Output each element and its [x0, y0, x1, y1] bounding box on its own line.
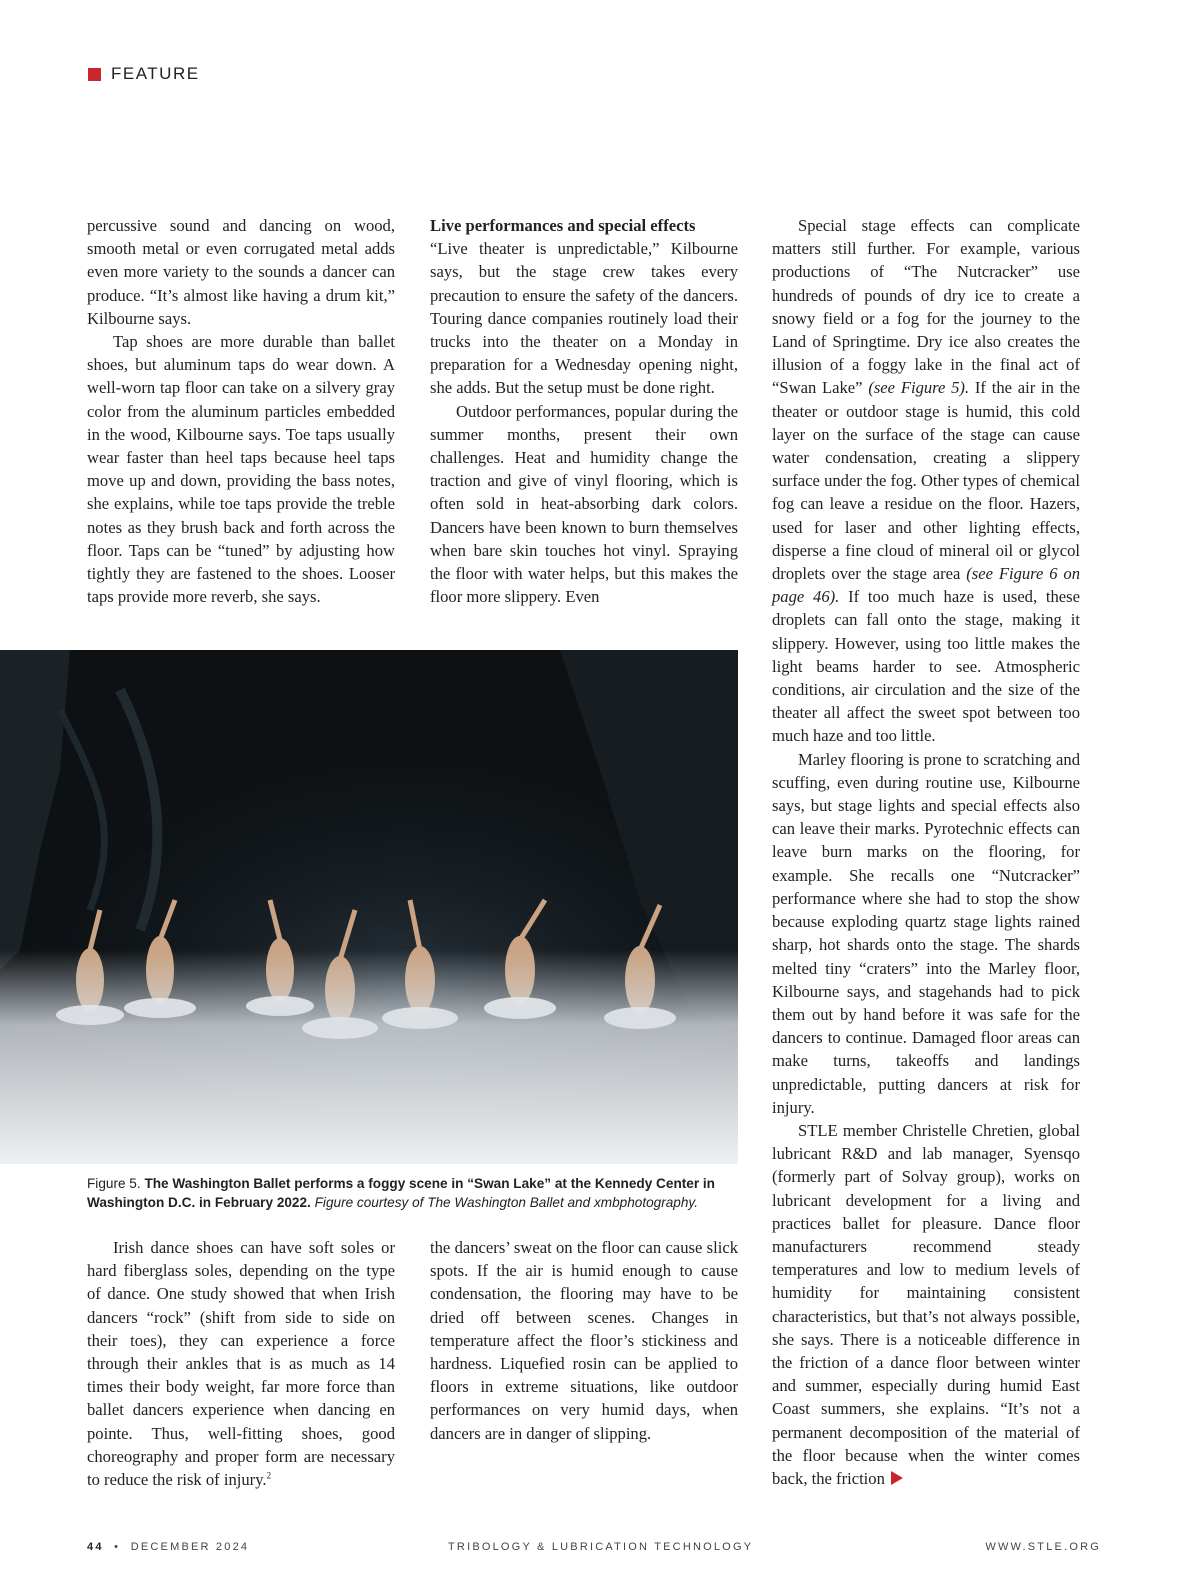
paragraph: Tap shoes are more durable than ballet shoes, but aluminum taps do wear down. A well-worn tap floor can take on a silvery gray color from the aluminum particles embedded in the wood, Kilbourne says. Toe taps usually wear faster than heel taps because heel taps move up and down, providing the bass notes, she explains, while toe taps provide the treble notes as they brush back and forth across the floor. Taps can be “tuned” by adjusting how tightly they are fastened to the shoes. Looser taps provide more reverb, she says. — [87, 332, 395, 607]
figure-caption-bold: The Washington Ballet performs a foggy scene in “Swan Lake” at the Kennedy Center in Washington D.C. in February 2022. — [87, 1176, 715, 1210]
continue-arrow-icon — [891, 1471, 903, 1485]
text-run: Irish dance shoes can have soft soles or hard fiberglass soles, depending on the type of dance. One study showed that when Irish dancers “rock” (shift from side to side on their toes), they can experience a force through their ankles that is as much as 14 times their body weight, far more force than ballet dancers experience when dancing en pointe. Thus, well-fitting shoes, good choreography and proper form are necessary to reduce the risk of injury. — [87, 1238, 395, 1490]
issue-date: DECEMBER 2024 — [130, 1541, 250, 1553]
text-run: If the air in the theater or outdoor stage is humid, this cold layer on the surface of the stage can cause water condensation, creating a slippery surface under the fog. Other types of chemical fog can leave a residue on the floor. Hazers, used for laser and other lighting effects, disperse a fine cloud of mineral oil or glycol droplets over the stage area — [772, 378, 1081, 584]
page-number: 44 — [87, 1541, 104, 1553]
figure-label: Figure 5. — [87, 1176, 141, 1191]
paragraph: percussive sound and dancing on wood, smooth metal or even corrugated metal adds even more variety to the sounds a dancer can produce. “It’s almost like having a drum kit,” Kilbourne says. — [87, 216, 395, 328]
text-run: Special stage effects can complicate matters still further. For example, various productions of “The Nutcracker” use hundreds of pounds of dry ice to create a snowy field or a fog for the journey to the Land of Springtime. Dry ice also creates the illusion of a foggy lake in the final act of “Swan Lake” — [772, 216, 1080, 398]
paragraph: Outdoor performances, popular during the summer months, present their own challenges. Heat and humidity change the traction and give of vinyl flooring, which is often sold in heat-absorbing dark colors. Dancers have been known to burn themselves when bare skin touches hot vinyl. Spraying the floor with water helps, but this makes the floor more slippery. Even — [430, 401, 738, 607]
section-tag — [88, 64, 200, 84]
footer-page-info — [87, 1541, 249, 1553]
website-link[interactable]: WWW.STLE.ORG — [985, 1541, 1101, 1553]
paragraph: “Live theater is unpredictable,” Kilbourne says, but the stage crew takes every precaution to ensure the safety of the dancers. Touring dance companies routinely load their trucks into the theater on a Monday in preparation for a Wednesday opening night, she adds. But the setup must be done right. — [430, 239, 738, 398]
paragraph — [772, 1119, 1080, 1490]
figure-credit: Figure courtesy of The Washington Ballet and xmbphotography. — [314, 1195, 698, 1210]
column-1-bottom — [87, 1236, 395, 1491]
footer-separator: • — [114, 1541, 121, 1553]
column-3 — [772, 214, 1080, 1490]
subheading: Live performances and special effects — [430, 216, 696, 235]
magazine-name: TRIBOLOGY & LUBRICATION TECHNOLOGY — [448, 1541, 754, 1553]
figure-reference: (see Figure 5). — [868, 378, 970, 398]
paragraph: Marley flooring is prone to scratching and scuffing, even during routine use, Kilbourne says, but stage lights and special effects also can leave their marks. Pyrotechnic effects can leave burn marks on the flooring, for example. She recalls one “Nutcracker” performance where she had to stop the show because exploding quartz stage lights rained sharp, hot shards onto the stage. The shards melted tiny “craters” into the Marley floor, Kilbourne says, and stagehands had to pick them out by hand before it was safe for the dancers to continue. Damaged floor areas can make turns, takeoffs and landings unpredictable, putting dancers at risk for injury. — [772, 749, 1080, 1117]
paragraph — [87, 1236, 395, 1491]
figure-5-photo — [0, 650, 738, 1164]
figure-reference: (see Figure 6 on page 46). — [772, 564, 1080, 607]
text-run: STLE member Christelle Chretien, global lubricant R&D and lab manager, Syensqo (formerly part of Solvay group), works on lubricant development for a living and practices ballet for pleasure. Dance floor manufacturers recommend steady temperatures and low to medium levels of humidity for maintaining consistent characteristics, but that’s not always possible, she says. There is a noticeable difference in the friction of a dance floor between winter and summer, especially during humid East Coast summers, she explains. “It’s not a permanent decomposition of the material of the floor because when the winter comes back, the friction — [772, 1120, 1080, 1488]
section-label: FEATURE — [111, 64, 200, 83]
column-2-top — [430, 214, 738, 608]
paragraph: the dancers’ sweat on the floor can cause slick spots. If the air is humid enough to cause condensation, the flooring may have to be dried off between scenes. Changes in temperature affect the floor’s stickiness and hardness. Liquefied rosin can be applied to floors in extreme situations, like outdoor performances on very humid days, when dancers are in danger of slipping. — [430, 1238, 738, 1443]
reference-number: 2 — [266, 1470, 272, 1481]
column-2-bottom — [430, 1236, 738, 1445]
ballet-scene-illustration — [0, 650, 738, 1164]
paragraph — [772, 214, 1080, 748]
text-run: If too much haze is used, these droplets can fall onto the stage, making it slippery. However, using too little makes the light beams harder to see. Atmospheric conditions, air circulation and the size of the theater all affect the sweet spot between too much haze and too little. — [772, 587, 1080, 746]
column-1-top — [87, 214, 395, 608]
figure-caption — [87, 1174, 737, 1212]
section-marker-icon — [88, 68, 101, 81]
